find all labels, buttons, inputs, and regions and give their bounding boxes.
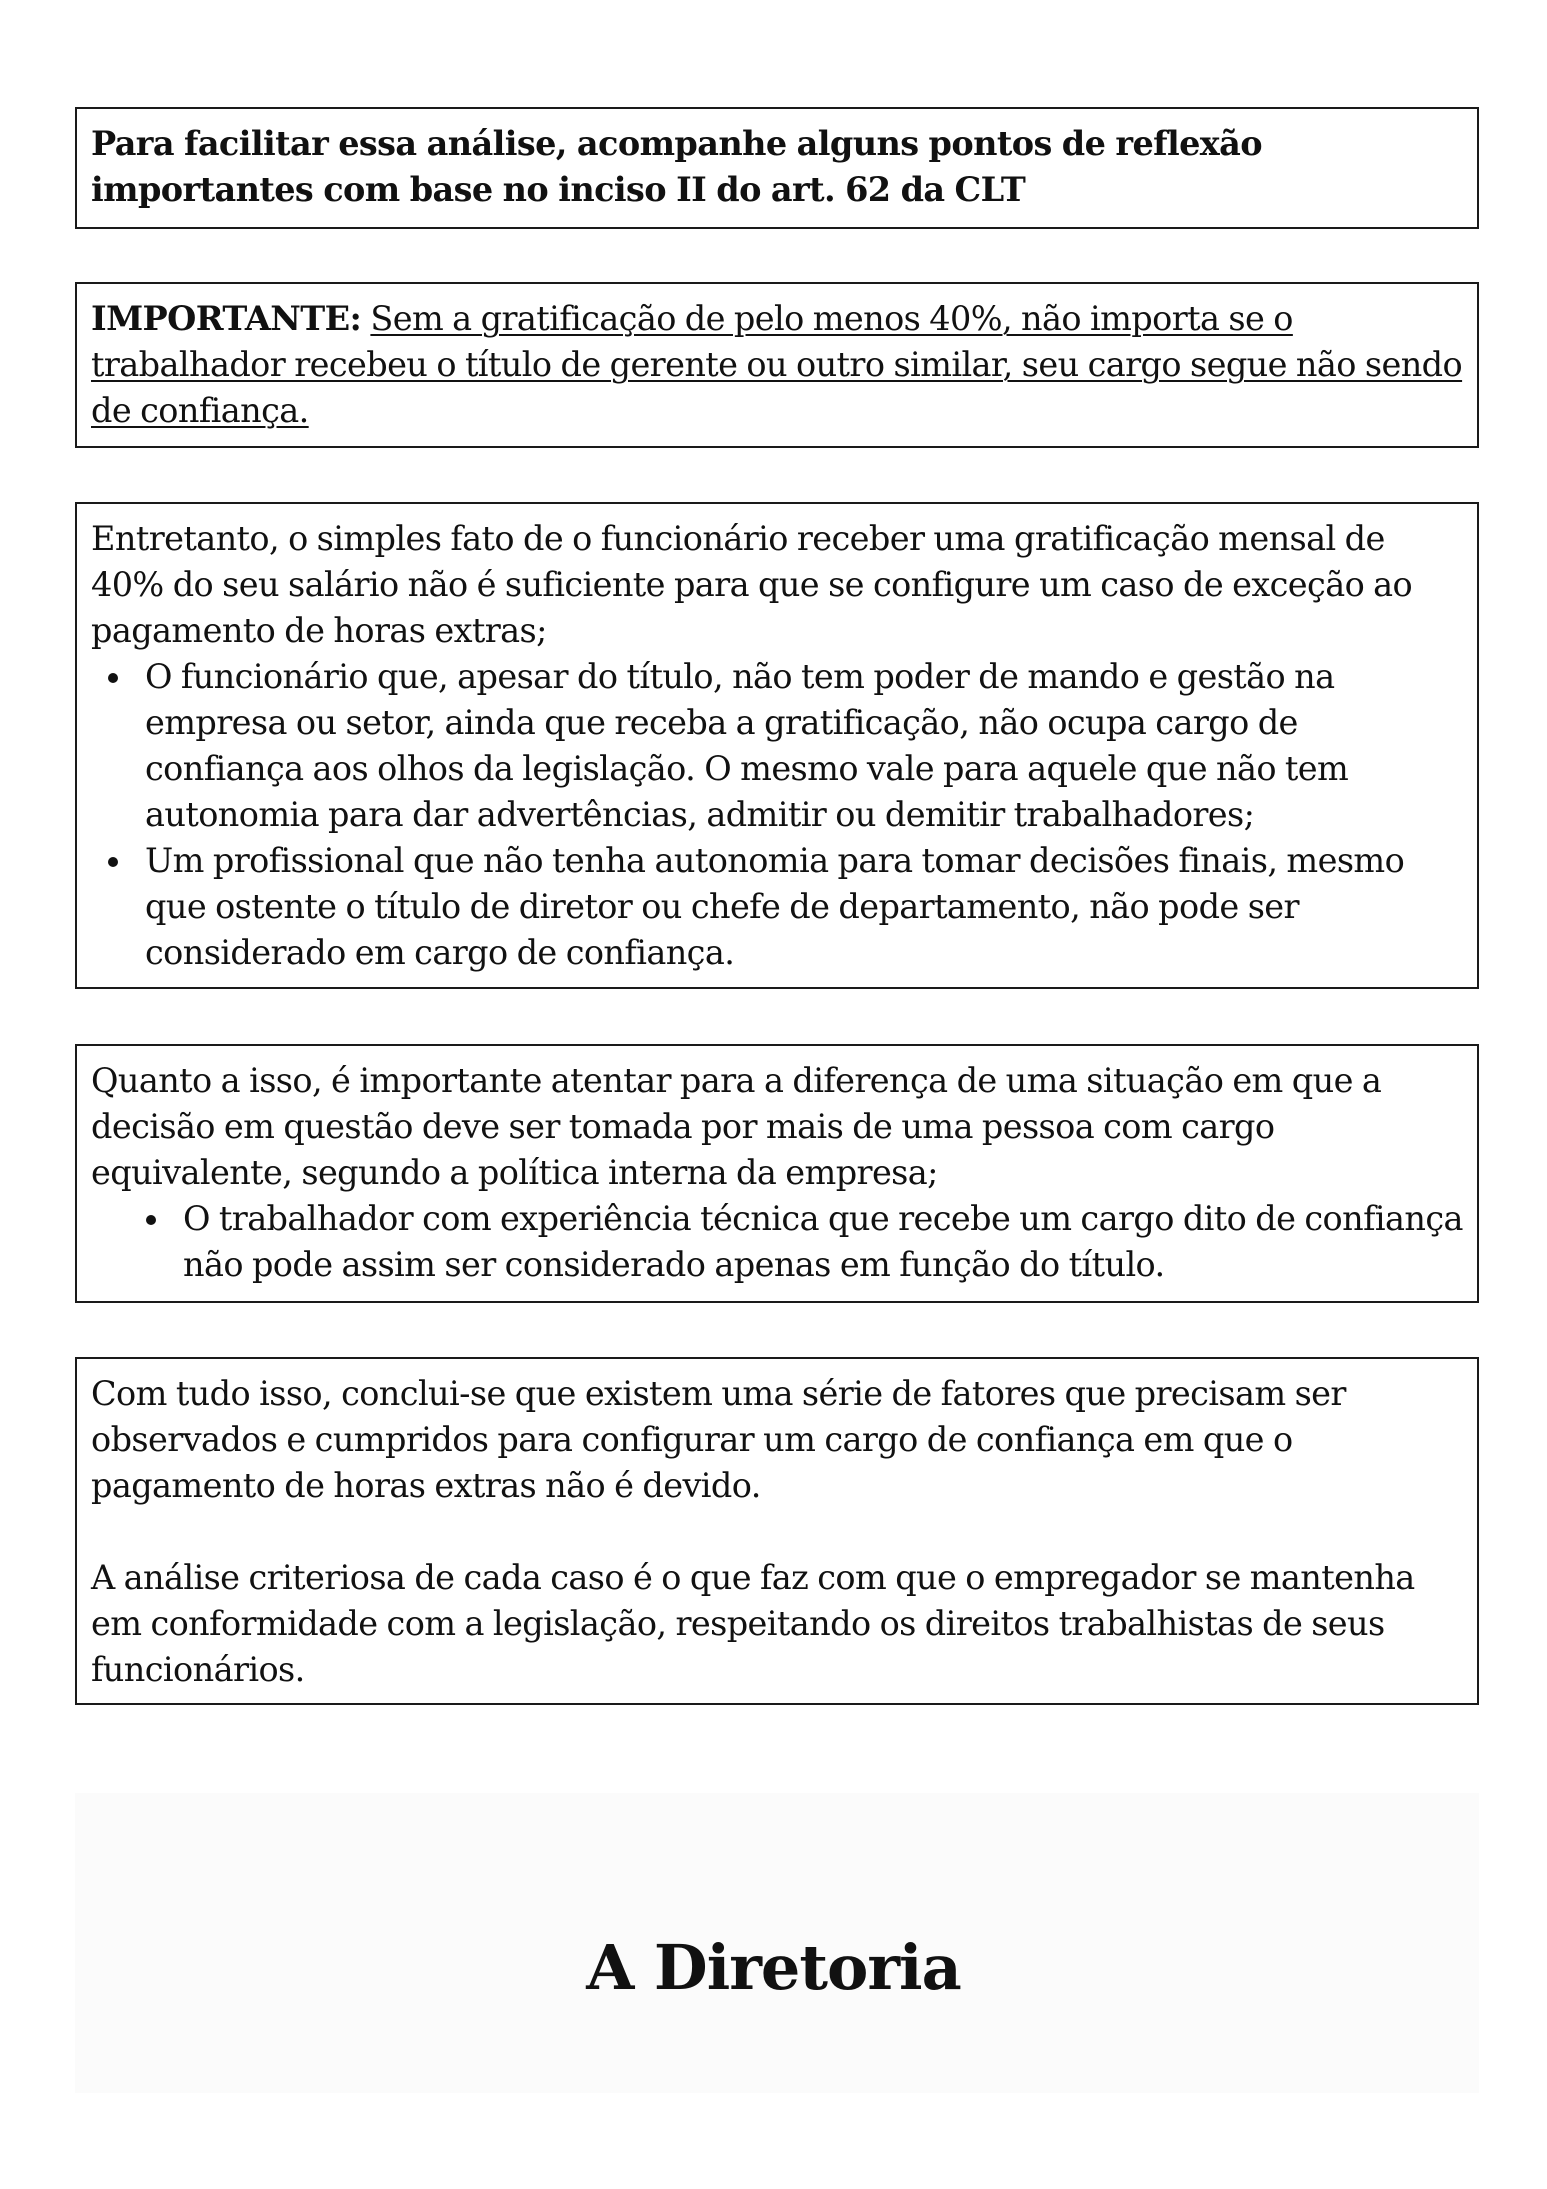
signature: A Diretoria (586, 1931, 961, 2004)
bullet-text: O trabalhador com experiência técnica que recebe um cargo dito de confiança não pode assim ser considerado apenas em função do título. (183, 1199, 1463, 1284)
bullet-item (91, 838, 1463, 976)
paragraph-spacer (91, 1509, 1463, 1555)
important-label: IMPORTANTE: (91, 299, 362, 338)
regarding-bullet-list (91, 1196, 1463, 1288)
important-box (75, 282, 1479, 448)
important-text: Sem a gratificação de pelo menos 40%, não importa se o trabalhador recebeu o título de gerente ou outro similar, seu cargo segue não sendo de confiança. (91, 299, 1463, 430)
important-paragraph (91, 296, 1463, 434)
bullet-item (91, 1196, 1463, 1288)
conclusion-box (75, 1357, 1479, 1705)
bullet-item (91, 654, 1463, 838)
however-box (75, 502, 1479, 989)
regarding-box (75, 1044, 1479, 1303)
bullet-icon (108, 673, 118, 683)
regarding-paragraph: Quanto a isso, é importante atentar para a diferença de uma situação em que a decisão em questão deve ser tomada por mais de uma pessoa com cargo equivalente, segundo a política interna da empresa; (91, 1061, 1382, 1192)
however-paragraph: Entretanto, o simples fato de o funcionário receber uma gratificação mensal de 40% do seu salário não é suficiente para que se configure um caso de exceção ao pagamento de horas extras; (91, 519, 1413, 650)
bullet-text: Um profissional que não tenha autonomia para tomar decisões finais, mesmo que ostente o título de diretor ou chefe de departamento, não pode ser considerado em cargo de confiança. (145, 841, 1405, 972)
intro-box (75, 107, 1479, 229)
conclusion-paragraph-1: Com tudo isso, conclui-se que existem uma série de fatores que precisam ser observados e cumpridos para configurar um cargo de confiança em que o pagamento de horas extras não é devido. (91, 1374, 1346, 1505)
however-bullet-list (91, 654, 1463, 976)
intro-text: Para facilitar essa análise, acompanhe alguns pontos de reflexão importantes com base no inciso II do art. 62 da CLT (91, 124, 1263, 209)
bullet-icon (108, 857, 118, 867)
bullet-icon (146, 1215, 156, 1225)
bullet-text: O funcionário que, apesar do título, não tem poder de mando e gestão na empresa ou setor, ainda que receba a gratificação, não ocupa cargo de confiança aos olhos da legislação. O mesmo vale para aquele que não tem autonomia para dar advertências, admitir ou demitir trabalhadores; (145, 657, 1349, 834)
conclusion-paragraph-2: A análise criteriosa de cada caso é o que faz com que o empregador se mantenha em conformidade com a legislação, respeitando os direitos trabalhistas de seus funcionários. (91, 1558, 1415, 1689)
